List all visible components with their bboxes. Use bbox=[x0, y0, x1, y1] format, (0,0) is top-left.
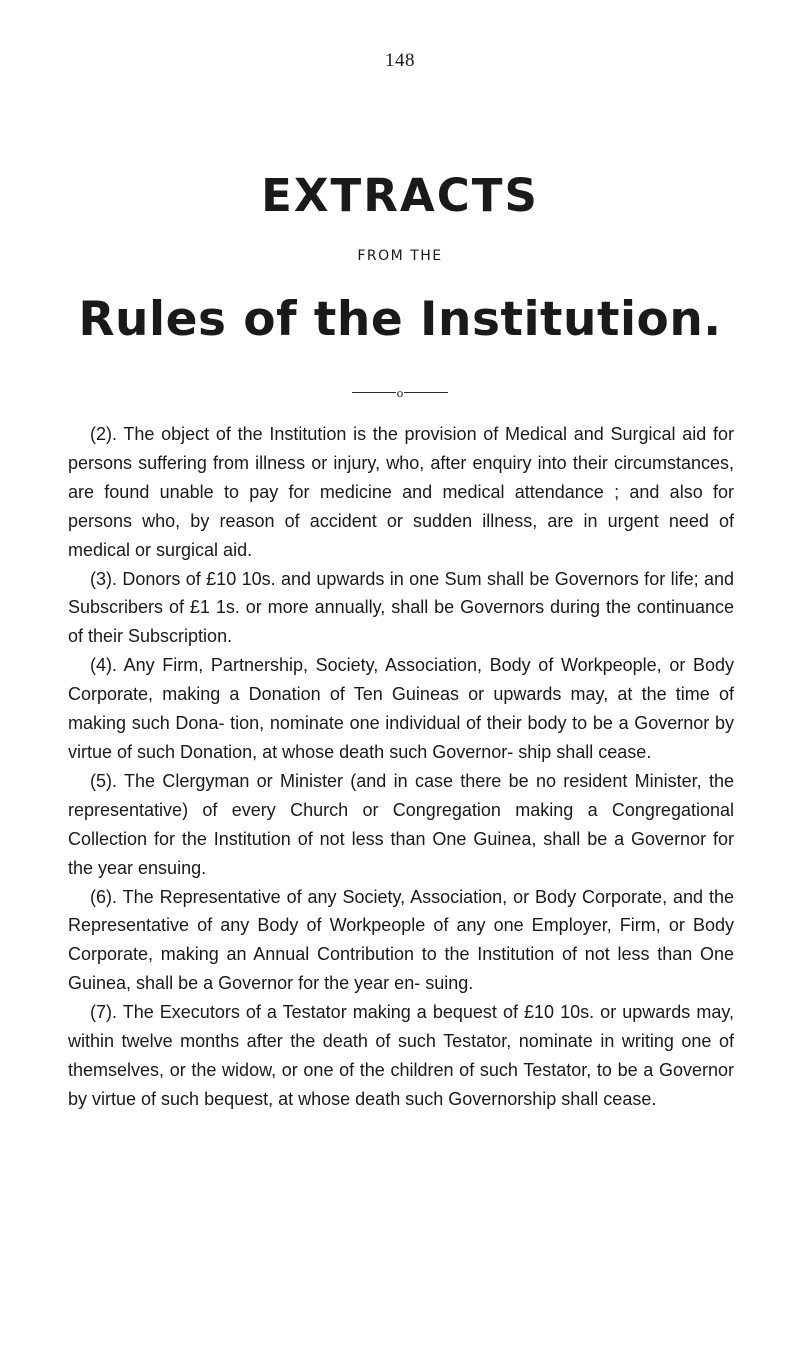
divider-rule-right bbox=[404, 392, 448, 394]
rule-paragraph-2: (2). The object of the Institution is the provision of Medical and Surgical aid for persons suffering from illness or injury, who, after enquiry into their circumstances, are found unable to pay for medicine and medical attendance ; and also for persons who, by reason of accident or sudden illness, are in urgent need of medical or surgical aid. bbox=[68, 424, 734, 560]
divider-rule-left bbox=[352, 392, 396, 394]
page-number: 148 bbox=[385, 50, 415, 71]
rule-paragraph-7: (7). The Executors of a Testator making a bequest of £10 10s. or upwards may, within twelve months after the death of such Testator, nominate in writing one of themselves, or the widow, or one of the children of such Testator, to be a Governor by virtue of such bequest, at whose death such Governorship shall cease. bbox=[68, 1002, 734, 1109]
subtitle: FROM THE bbox=[357, 248, 443, 264]
page-title: EXTRACTS bbox=[261, 169, 539, 222]
divider-mark: o bbox=[396, 385, 404, 400]
rules-list bbox=[68, 420, 734, 1114]
section-heading: Rules of the Institution. bbox=[78, 292, 722, 347]
rule-paragraph-3: (3). Donors of £10 10s. and upwards in one Sum shall be Governors for life; and Subscribers of £1 1s. or more annually, shall be Governors during the continuance of their Subscription. bbox=[68, 568, 734, 647]
divider bbox=[0, 386, 800, 399]
rule-paragraph-5: (5). The Clergyman or Minister (and in case there be no resident Minister, the representative) of every Church or Congregation making a Congregational Collection for the Institution of not less than One Guinea, shall be a Governor for the year ensuing. bbox=[68, 770, 734, 878]
rule-paragraph-6: (6). The Representative of any Society, Association, or Body Corporate, and the Representative of any Body of Workpeople of any one Employer, Firm, or Body Corporate, making an Annual Contribution to the Institution of not less than One Guinea, shall be a Governor for the year en- suing. bbox=[68, 886, 734, 994]
rule-paragraph-4: (4). Any Firm, Partnership, Society, Association, Body of Workpeople, or Body Corporate, making a Donation of Ten Guineas or upwards may, at the time of making such Dona- tion, nominate one individual of their body to be a Governor by virtue of such Donation, at whose death such Governor- ship shall cease. bbox=[68, 655, 734, 762]
